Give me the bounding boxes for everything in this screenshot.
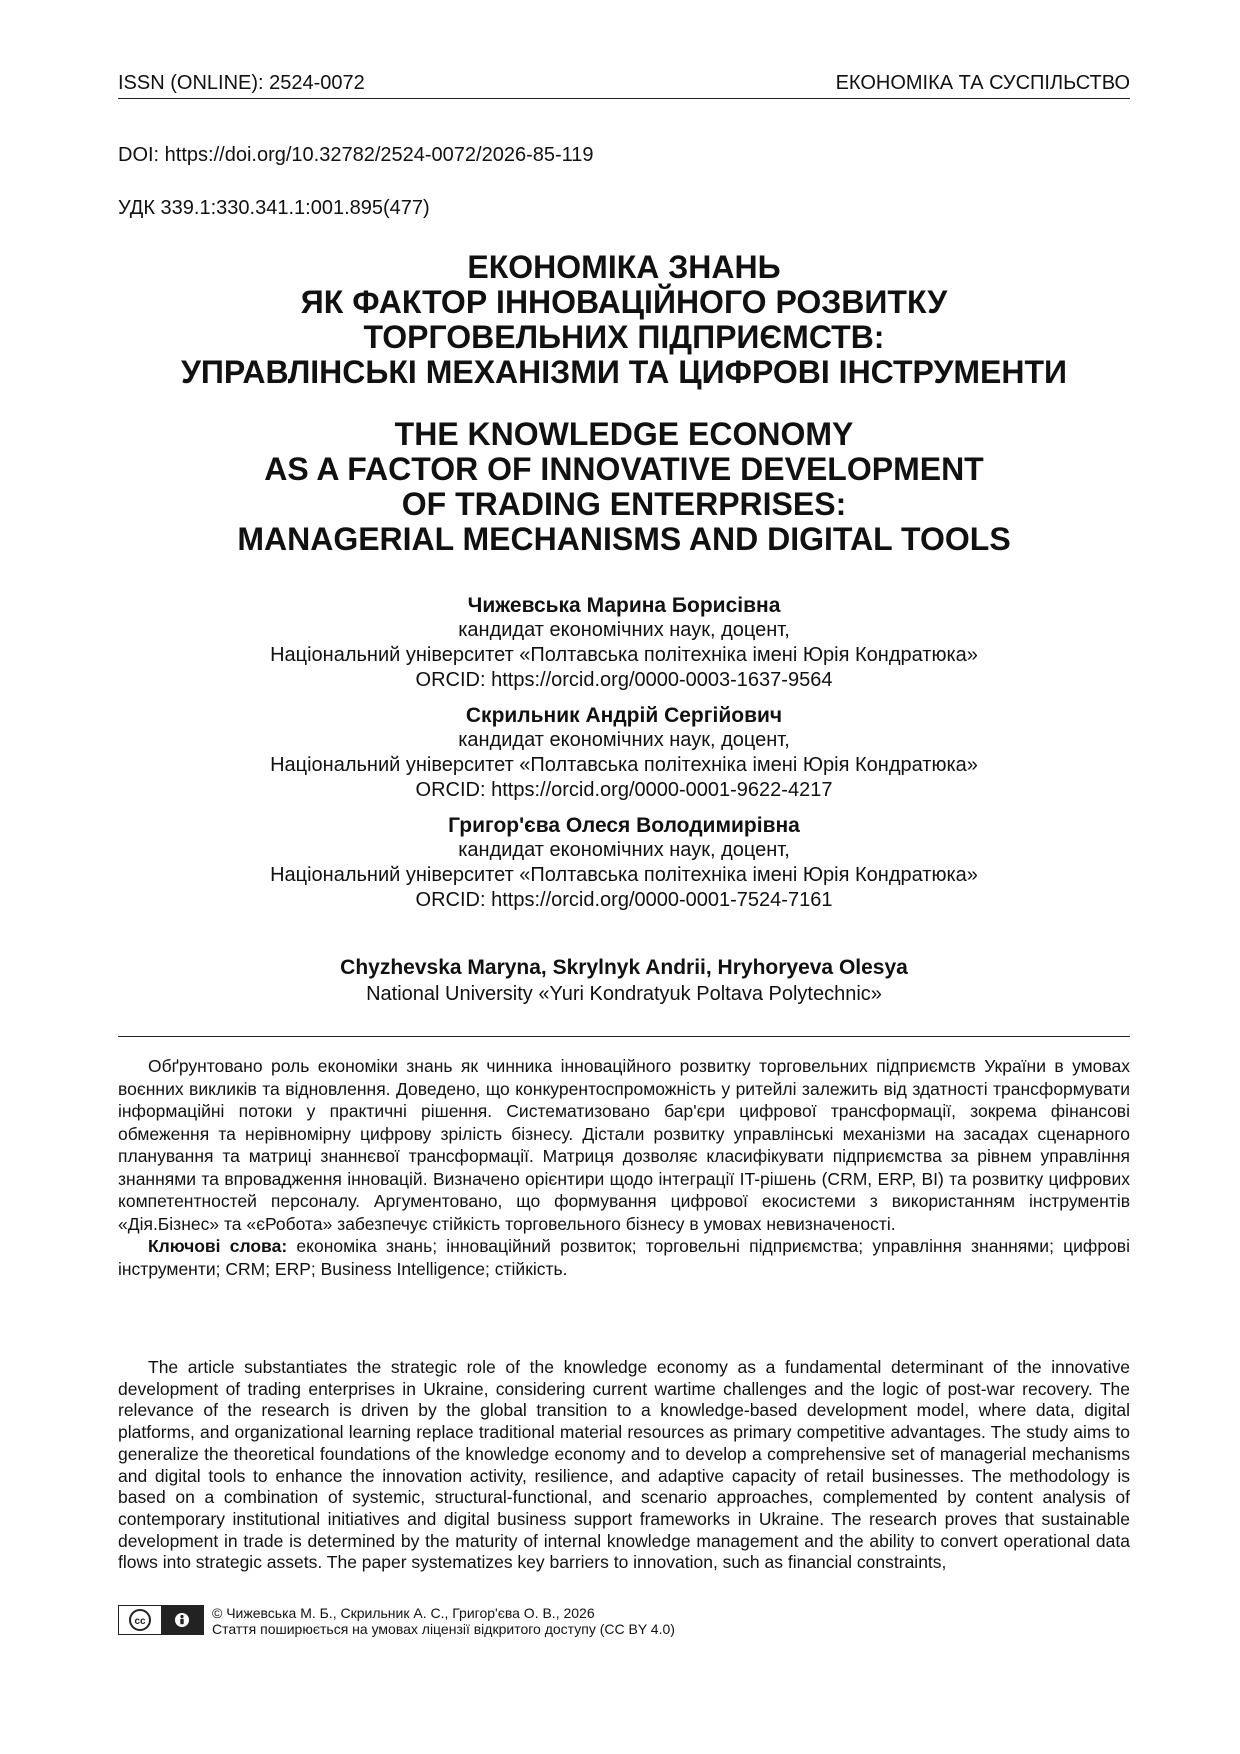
- author-block: [118, 593, 1130, 693]
- title-en-line: MANAGERIAL MECHANISMS AND DIGITAL TOOLS: [237, 521, 1011, 557]
- title-ua-line: ТОРГОВЕЛЬНИХ ПІДПРИЄМСТВ:: [363, 319, 885, 355]
- author-block: [118, 813, 1130, 913]
- abstract-ua-text: Обґрунтовано роль економіки знань як чинника інноваційного розвитку торговельних підприємств України в умовах воєнних викликів та відновлення. Доведено, що конкурентоспроможність у ритейлі залежить від здатності трансформувати інформаційні потоки у практичні рішення. Систематизовано бар'єри цифрової трансформації, зокрема фінансові обмеження та нерівномірну цифрову зрілість бізнесу. Дістали розвитку управлінські механізми на засадах сценарного планування та матриці знаннєвої трансформації. Матриця дозволяє класифікувати підприємства за рівнем управління знаннями та впровадження інновацій. Визначено орієнтири щодо інтеграції IT-рішень (CRM, ERP, BI) та розвитку цифрових компетентностей персоналу. Аргументовано, що формування цифрової екосистеми з використанням інструментів «Дія.Бізнес» та «єРобота» забезпечує стійкість торговельного бізнесу в умовах невизначеності.: [118, 1056, 1130, 1234]
- authors-en-names: Chyzhevska Maryna, Skrylnyk Andrii, Hryhoryeva Olesya: [340, 956, 908, 979]
- keywords-label: Ключові слова:: [148, 1236, 288, 1256]
- author-degree: кандидат економічних наук, доцент,: [458, 839, 790, 861]
- license-notice: Стаття поширюється на умовах ліцензії відкритого доступу (CC BY 4.0): [212, 1621, 675, 1637]
- author-list: [118, 593, 1130, 923]
- title-ukrainian: [118, 250, 1130, 390]
- by-attribution-icon: [161, 1606, 203, 1634]
- title-en-line: OF TRADING ENTERPRISES:: [401, 486, 847, 522]
- svg-text:cc: cc: [134, 1616, 146, 1627]
- keywords-text: економіка знань; інноваційний розвиток; торговельні підприємства; управління знаннями; цифрові інструменти; CRM; ERP; Business Intelligence; стійкість.: [118, 1236, 1130, 1279]
- cc-by-license-icon[interactable]: [118, 1605, 204, 1635]
- issn: ISSN (ONLINE): 2524-0072: [118, 72, 365, 94]
- authors-en-affiliation: National University «Yuri Kondratyuk Poltava Polytechnic»: [366, 983, 882, 1005]
- license-text: [212, 1605, 675, 1637]
- author-affiliation: Національний університет «Полтавська політехніка імені Юрія Кондратюка»: [270, 644, 978, 666]
- title-ua-line: УПРАВЛІНСЬКІ МЕХАНІЗМИ ТА ЦИФРОВІ ІНСТРУМЕНТИ: [180, 354, 1068, 390]
- authors-english: [118, 955, 1130, 1007]
- title-english: [118, 417, 1130, 557]
- author-name: Чижевська Марина Борисівна: [467, 594, 781, 617]
- cc-icon: [119, 1606, 161, 1634]
- journal-name: ЕКОНОМІКА ТА СУСПІЛЬСТВО: [835, 72, 1130, 94]
- running-header: [118, 70, 1130, 99]
- udc-code: УДК 339.1:330.341.1:001.895(477): [118, 197, 430, 219]
- title-en-line: THE KNOWLEDGE ECONOMY: [394, 416, 854, 452]
- title-en-line: AS A FACTOR OF INNOVATIVE DEVELOPMENT: [264, 451, 984, 487]
- author-name: Скрильник Андрій Сергійович: [465, 704, 783, 727]
- author-orcid[interactable]: ORCID: https://orcid.org/0000-0001-7524-7161: [415, 889, 833, 911]
- author-degree: кандидат економічних наук, доцент,: [458, 729, 790, 751]
- doi[interactable]: DOI: https://doi.org/10.32782/2524-0072/2026-85-119: [118, 144, 594, 166]
- abstract-english: [118, 1357, 1130, 1574]
- author-block: [118, 703, 1130, 803]
- author-orcid[interactable]: ORCID: https://orcid.org/0000-0003-1637-9564: [415, 669, 833, 691]
- license-footer: [118, 1605, 1130, 1637]
- abstract-ukrainian: [118, 1055, 1130, 1280]
- author-orcid[interactable]: ORCID: https://orcid.org/0000-0001-9622-4217: [415, 779, 833, 801]
- abstract-en-text: The article substantiates the strategic role of the knowledge economy as a fundamental determinant of the innovative development of trading enterprises in Ukraine, considering current wartime challenges and the logic of post-war recovery. The relevance of the research is driven by the global transition to a knowledge-based development model, where data, digital platforms, and organizational learning replace traditional material resources as primary competitive advantages. The study aims to generalize the theoretical foundations of the knowledge economy and to develop a comprehensive set of managerial mechanisms and digital tools to enhance the innovation activity, resilience, and adaptive capacity of retail businesses. The methodology is based on a combination of systemic, structural-functional, and scenario approaches, complemented by content analysis of contemporary institutional initiatives and digital business support frameworks in Ukraine. The research proves that sustainable development in trade is determined by the maturity of internal knowledge management and the ability to convert operational data flows into strategic assets. The paper systematizes key barriers to innovation, such as financial constraints,: [118, 1357, 1130, 1573]
- author-affiliation: Національний університет «Полтавська політехніка імені Юрія Кондратюка»: [270, 754, 978, 776]
- title-ua-line: ЕКОНОМІКА ЗНАНЬ: [467, 249, 781, 285]
- author-affiliation: Національний університет «Полтавська політехніка імені Юрія Кондратюка»: [270, 864, 978, 886]
- author-degree: кандидат економічних наук, доцент,: [458, 619, 790, 641]
- keywords: [118, 1235, 1130, 1280]
- section-divider: [118, 1036, 1130, 1037]
- author-name: Григор'єва Олеся Володимирівна: [448, 814, 800, 837]
- copyright-notice: © Чижевська М. Б., Скрильник А. С., Григор'єва О. В., 2026: [212, 1605, 595, 1621]
- title-ua-line: ЯК ФАКТОР ІННОВАЦІЙНОГО РОЗВИТКУ: [300, 284, 948, 320]
